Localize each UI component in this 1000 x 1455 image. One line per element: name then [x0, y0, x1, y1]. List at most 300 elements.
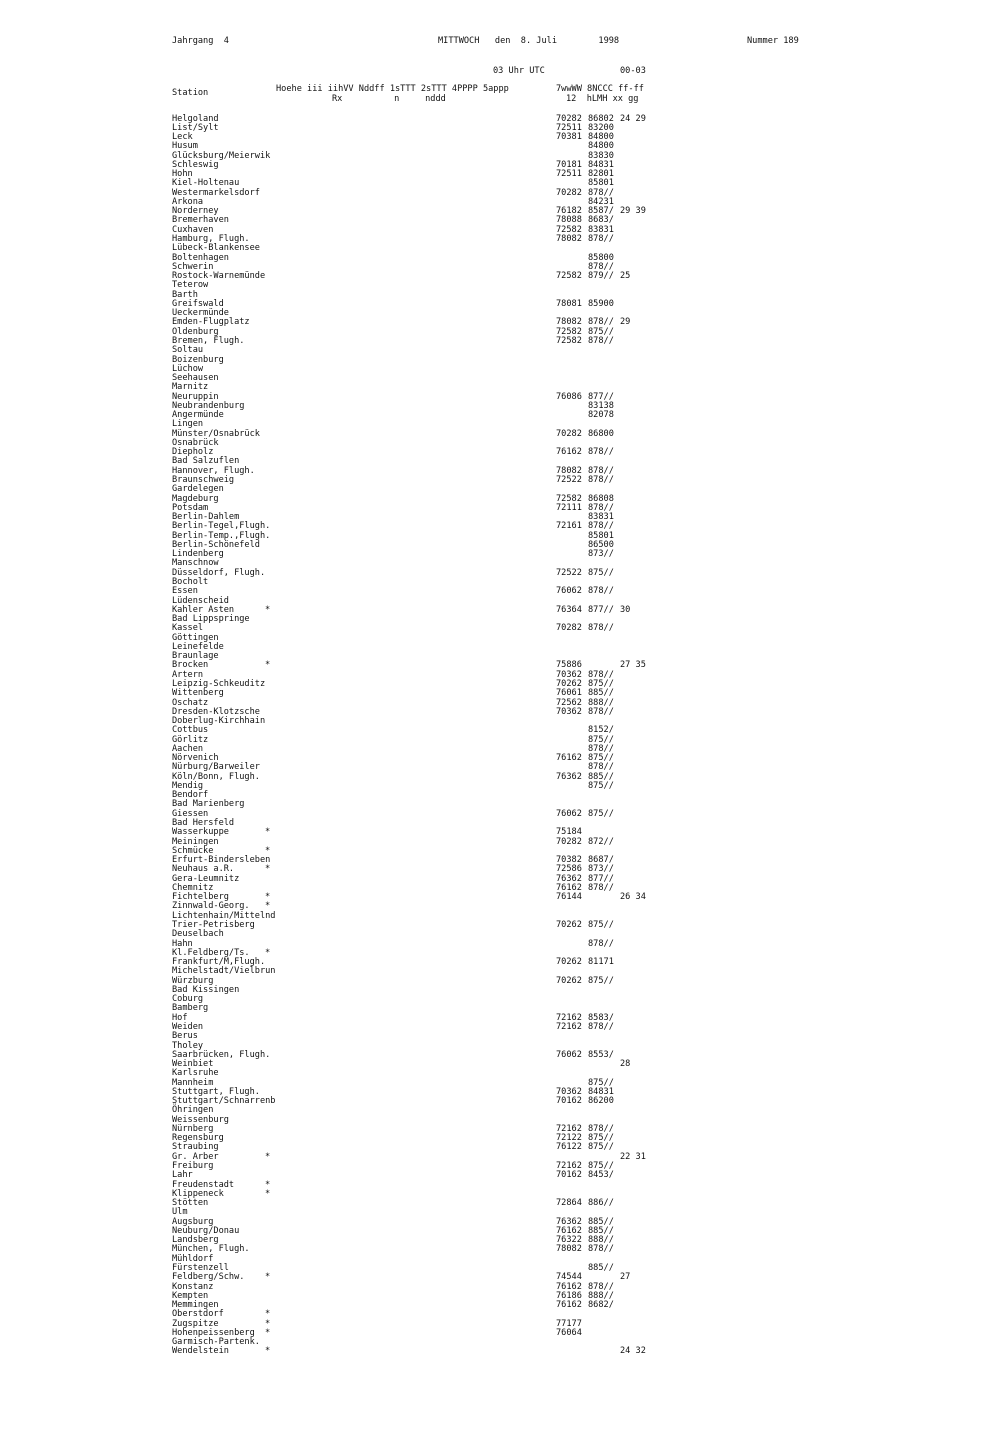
- group-8NCCC: 885//: [588, 1225, 614, 1236]
- station-name: Kassel: [172, 623, 204, 634]
- station-name: Memmingen: [172, 1300, 219, 1311]
- group-7wwWW: 76182: [556, 206, 582, 217]
- station-name: Karlsruhe: [172, 1068, 219, 1079]
- wind-gusts: 24 32: [620, 1346, 646, 1357]
- station-name: Bad Marienberg: [172, 799, 245, 810]
- station-name: Freiburg: [172, 1161, 214, 1171]
- station-name: Deuselbach: [172, 929, 224, 940]
- station-name: Wendelstein: [172, 1346, 229, 1357]
- group-7wwWW: 74544: [556, 1272, 582, 1283]
- group-8NCCC: 878//: [588, 234, 614, 244]
- station-name: Norderney: [172, 206, 219, 217]
- station-name: Bendorf: [172, 790, 209, 801]
- wind-gusts: 24 29: [620, 113, 646, 124]
- group-7wwWW: 78082: [556, 1244, 582, 1255]
- station-name: Oschatz: [172, 697, 209, 708]
- mountain-marker: *: [265, 1272, 271, 1283]
- group-8NCCC: 878//: [588, 521, 614, 532]
- station-name: Fichtelberg: [172, 892, 229, 903]
- group-7wwWW: 76362: [556, 771, 582, 782]
- group-7wwWW: 70262: [556, 919, 582, 930]
- group-8NCCC: 878//: [588, 1244, 614, 1255]
- group-8NCCC: 878//: [588, 1021, 614, 1032]
- station-name: Schmücke: [172, 845, 214, 856]
- wind-gusts: 27: [620, 1272, 631, 1283]
- group-8NCCC: 82078: [588, 410, 614, 421]
- station-name: Straubing: [172, 1142, 219, 1153]
- station-name: Neuruppin: [172, 391, 219, 402]
- station-name: Fürstenzell: [172, 1262, 229, 1273]
- station-name: Öhringen: [172, 1105, 214, 1116]
- group-7wwWW: 72162: [556, 1021, 582, 1032]
- group-8NCCC: 82801: [588, 169, 614, 180]
- group-7wwWW: 70282: [556, 428, 582, 439]
- group-7wwWW: 76362: [556, 873, 582, 884]
- station-name: Mannheim: [172, 1077, 214, 1088]
- group-7wwWW: 75886: [556, 660, 582, 671]
- station-name: Stötten: [172, 1198, 209, 1209]
- station-name: Freudenstadt: [172, 1179, 235, 1190]
- station-name: Lichtenhain/Mittelnd: [172, 910, 276, 921]
- group-7wwWW: 70262: [556, 975, 582, 986]
- station-name: Essen: [172, 586, 198, 597]
- wind-gusts: 22 31: [620, 1151, 646, 1162]
- group-7wwWW: 70282: [556, 836, 582, 847]
- group-8NCCC: 878//: [588, 502, 614, 513]
- station-name: Kahler Asten: [172, 604, 235, 615]
- station-name: Hannover, Flugh.: [172, 465, 255, 476]
- group-7wwWW: 76162: [556, 447, 582, 458]
- group-8NCCC: 879//: [588, 271, 614, 282]
- station-name: Düsseldorf, Flugh.: [172, 567, 266, 578]
- station-name: Oldenburg: [172, 326, 219, 337]
- group-7wwWW: 72161: [556, 521, 582, 532]
- station-name: Brocken: [172, 660, 209, 671]
- group-7wwWW: 70362: [556, 669, 582, 680]
- group-8NCCC: 83831: [588, 224, 614, 235]
- station-name: Garmisch-Partenk.: [172, 1337, 260, 1348]
- group-8NCCC: 875//: [588, 975, 614, 986]
- mountain-marker: *: [265, 892, 271, 903]
- group-7wwWW: 75184: [556, 827, 582, 838]
- group-8NCCC: 878//: [588, 743, 614, 754]
- group-7wwWW: 76364: [556, 604, 582, 615]
- wind-gusts: 25: [620, 271, 631, 282]
- wind-gusts: 29 39: [620, 206, 646, 217]
- station-name: Trier-Petrisberg: [172, 919, 255, 930]
- issue-number: Nummer 189: [747, 36, 799, 46]
- station-name: München, Flugh.: [172, 1244, 250, 1255]
- station-name: Magdeburg: [172, 493, 219, 504]
- station-name: Berlin-Tegel,Flugh.: [172, 521, 271, 532]
- group-7wwWW: 76322: [556, 1235, 582, 1246]
- group-7wwWW: 78081: [556, 298, 582, 309]
- station-name: Wittenberg: [172, 688, 224, 699]
- station-name: Lüchow: [172, 363, 204, 374]
- station-name: Nürburg/Barweiler: [172, 762, 260, 773]
- group-8NCCC: 875//: [588, 326, 614, 337]
- group-8NCCC: 878//: [588, 261, 614, 272]
- jahrgang: Jahrgang 4: [172, 36, 229, 46]
- group-7wwWW: 72582: [556, 224, 582, 235]
- mountain-marker: *: [265, 1188, 271, 1199]
- column-heading-1: Hoehe iii iihVV Nddff 1sTTT 2sTTT 4PPPP 5appp: [276, 84, 509, 94]
- station-name: Berus: [172, 1031, 198, 1042]
- station-name: Husum: [172, 141, 198, 152]
- group-8NCCC: 8553/: [588, 1049, 614, 1060]
- mountain-marker: *: [265, 827, 271, 838]
- mountain-marker: *: [265, 1151, 271, 1162]
- group-8NCCC: 875//: [588, 1142, 614, 1153]
- mountain-marker: *: [265, 1327, 271, 1338]
- group-7wwWW: 76162: [556, 753, 582, 764]
- group-8NCCC: 86200: [588, 1096, 614, 1107]
- group-7wwWW: 70282: [556, 187, 582, 198]
- station-name: Görlitz: [172, 734, 209, 745]
- group-7wwWW: 72582: [556, 271, 582, 282]
- group-7wwWW: 72162: [556, 1123, 582, 1134]
- group-7wwWW: 70362: [556, 706, 582, 717]
- station-heading: Station: [172, 88, 209, 98]
- station-name: Chemnitz: [172, 882, 214, 893]
- mountain-marker: *: [265, 901, 271, 912]
- station-name: Glücksburg/Meierwik: [172, 150, 271, 161]
- station-name: Lahr: [172, 1170, 193, 1181]
- station-name: Boizenburg: [172, 354, 224, 365]
- group-8NCCC: 873//: [588, 864, 614, 875]
- station-name: Doberlug-Kirchhain: [172, 716, 266, 727]
- station-name: Saarbrücken, Flugh.: [172, 1049, 271, 1060]
- wind-gusts: 27 35: [620, 660, 646, 671]
- group-7wwWW: 78082: [556, 465, 582, 476]
- station-name: Bremen, Flugh.: [172, 335, 245, 346]
- station-name: Soltau: [172, 345, 204, 356]
- group-8NCCC: 875//: [588, 919, 614, 930]
- station-name: Erfurt-Bindersleben: [172, 855, 271, 866]
- group-7wwWW: 70181: [556, 159, 582, 170]
- station-name: Arkona: [172, 196, 204, 207]
- station-name: Berlin-Temp.,Flugh.: [172, 530, 271, 541]
- station-name: Bocholt: [172, 577, 209, 587]
- station-name: Bad Salzuflen: [172, 456, 240, 467]
- mountain-marker: *: [265, 845, 271, 856]
- group-7wwWW: 78088: [556, 215, 582, 226]
- station-name: Neubrandenburg: [172, 400, 245, 411]
- group-8NCCC: 872//: [588, 836, 614, 847]
- station-name: Leipzig-Schkeuditz: [172, 678, 266, 689]
- station-name: Bad Hersfeld: [172, 818, 235, 829]
- group-7wwWW: 76186: [556, 1290, 582, 1301]
- station-name: Artern: [172, 669, 204, 680]
- station-name: Hamburg, Flugh.: [172, 234, 250, 244]
- group-7wwWW: 76122: [556, 1142, 582, 1153]
- group-8NCCC: 8583/: [588, 1012, 614, 1023]
- mountain-marker: *: [265, 1179, 271, 1190]
- mountain-marker: *: [265, 864, 271, 875]
- group-8NCCC: 8152/: [588, 725, 614, 736]
- group-8NCCC: 885//: [588, 1216, 614, 1227]
- station-name: Frankfurt/M,Flugh.: [172, 957, 266, 968]
- station-name: Feldberg/Schw.: [172, 1272, 245, 1283]
- station-name: Manschnow: [172, 558, 219, 569]
- group-8NCCC: 875//: [588, 734, 614, 745]
- group-8NCCC: 878//: [588, 317, 614, 328]
- group-8NCCC: 85801: [588, 530, 614, 541]
- station-name: Göttingen: [172, 632, 219, 643]
- station-name: Lindenberg: [172, 549, 224, 560]
- group-7wwWW: 76162: [556, 1281, 582, 1292]
- group-8NCCC: 878//: [588, 1123, 614, 1134]
- group-8NCCC: 84831: [588, 1086, 614, 1097]
- station-name: Neuhaus a.R.: [172, 864, 235, 875]
- date-line: MITTWOCH den 8. Juli 1998: [438, 36, 620, 46]
- group-8NCCC: 878//: [588, 335, 614, 346]
- group-7wwWW: 70162: [556, 1170, 582, 1181]
- group-8NCCC: 8453/: [588, 1170, 614, 1181]
- station-name: Helgoland: [172, 113, 219, 124]
- station-name: Mühldorf: [172, 1253, 214, 1264]
- group-7wwWW: 72522: [556, 567, 582, 578]
- station-name: Bad Lippspringe: [172, 614, 250, 625]
- station-name: Osnabrück: [172, 437, 219, 448]
- station-name: Hohenpeissenberg: [172, 1327, 255, 1338]
- group-8NCCC: 878//: [588, 447, 614, 458]
- group-7wwWW: 70362: [556, 1086, 582, 1097]
- station-name: Leck: [172, 132, 193, 143]
- column-heading-2: Rx n nddd: [332, 94, 446, 104]
- station-name: Zinnwald-Georg.: [172, 901, 250, 912]
- group-7wwWW: 70382: [556, 855, 582, 866]
- group-8NCCC: 875//: [588, 1133, 614, 1144]
- station-name: Kiel-Holtenau: [172, 178, 240, 189]
- right-heading-1: 7wwWW 8NCCC ff-ff: [556, 84, 644, 94]
- group-8NCCC: 878//: [588, 187, 614, 198]
- group-7wwWW: 76064: [556, 1327, 582, 1338]
- group-8NCCC: 877//: [588, 604, 614, 615]
- group-8NCCC: 86802: [588, 113, 614, 124]
- group-8NCCC: 83830: [588, 150, 614, 161]
- wind-gusts: 28: [620, 1059, 631, 1070]
- station-name: Hof: [172, 1012, 188, 1023]
- group-7wwWW: 70262: [556, 957, 582, 968]
- right-heading-2: 12 hLMH xx gg: [566, 94, 639, 104]
- station-name: Würzburg: [172, 975, 214, 986]
- station-name: Gera-Leumnitz: [172, 873, 240, 884]
- group-7wwWW: 72162: [556, 1161, 582, 1171]
- station-name: Weiden: [172, 1021, 204, 1032]
- group-8NCCC: 84231: [588, 196, 614, 207]
- group-7wwWW: 76062: [556, 1049, 582, 1060]
- station-name: Hohn: [172, 169, 193, 180]
- group-8NCCC: 85800: [588, 252, 614, 263]
- group-7wwWW: 76062: [556, 586, 582, 597]
- group-8NCCC: 86500: [588, 539, 614, 550]
- station-name: Seehausen: [172, 373, 219, 384]
- station-name: Ueckermünde: [172, 308, 229, 319]
- station-name: Hahn: [172, 938, 193, 949]
- station-name: Nürnberg: [172, 1123, 214, 1134]
- station-name: Konstanz: [172, 1281, 214, 1292]
- group-7wwWW: 70162: [556, 1096, 582, 1107]
- group-8NCCC: 878//: [588, 586, 614, 597]
- station-name: Ulm: [172, 1207, 188, 1218]
- station-name: Boltenhagen: [172, 252, 229, 263]
- group-7wwWW: 76061: [556, 688, 582, 699]
- station-name: Augsburg: [172, 1216, 214, 1227]
- group-7wwWW: 76162: [556, 882, 582, 893]
- group-8NCCC: 8687/: [588, 855, 614, 866]
- station-name: Michelstadt/Vielbrun: [172, 966, 276, 977]
- group-8NCCC: 885//: [588, 771, 614, 782]
- group-8NCCC: 875//: [588, 678, 614, 689]
- station-name: Schwerin: [172, 261, 214, 272]
- group-8NCCC: 875//: [588, 780, 614, 791]
- group-8NCCC: 84831: [588, 159, 614, 170]
- station-name: Rostock-Warnemünde: [172, 271, 266, 282]
- utc-label: 03 Uhr UTC: [493, 66, 545, 76]
- station-name: Kempten: [172, 1290, 209, 1301]
- group-8NCCC: 878//: [588, 623, 614, 634]
- station-name: Westermarkelsdorf: [172, 187, 260, 198]
- group-8NCCC: 875//: [588, 567, 614, 578]
- group-8NCCC: 84800: [588, 141, 614, 152]
- group-7wwWW: 72562: [556, 697, 582, 708]
- station-name: Lüdenscheid: [172, 595, 229, 606]
- station-name: Teterow: [172, 280, 209, 291]
- group-7wwWW: 76162: [556, 1300, 582, 1311]
- station-name: Meiningen: [172, 836, 219, 847]
- station-name: Potsdam: [172, 502, 209, 513]
- group-7wwWW: 72122: [556, 1133, 582, 1144]
- group-7wwWW: 77177: [556, 1318, 582, 1329]
- wind-gusts: 26 34: [620, 892, 646, 903]
- group-8NCCC: 875//: [588, 1161, 614, 1171]
- group-8NCCC: 83831: [588, 512, 614, 523]
- station-name: Bamberg: [172, 1003, 209, 1014]
- station-name: Emden-Flugplatz: [172, 317, 250, 328]
- group-8NCCC: 878//: [588, 669, 614, 680]
- group-8NCCC: 878//: [588, 1281, 614, 1292]
- group-8NCCC: 886//: [588, 1198, 614, 1209]
- group-7wwWW: 70381: [556, 132, 582, 143]
- group-8NCCC: 888//: [588, 1235, 614, 1246]
- station-name: Cottbus: [172, 725, 209, 736]
- group-8NCCC: 81171: [588, 957, 614, 968]
- group-8NCCC: 85900: [588, 298, 614, 309]
- mountain-marker: *: [265, 1318, 271, 1329]
- station-name: Diepholz: [172, 447, 214, 458]
- group-8NCCC: 875//: [588, 808, 614, 819]
- station-name: List/Sylt: [172, 122, 219, 133]
- mountain-marker: *: [265, 660, 271, 671]
- group-8NCCC: 888//: [588, 697, 614, 708]
- group-8NCCC: 83200: [588, 122, 614, 133]
- station-name: Neuburg/Donau: [172, 1225, 240, 1236]
- group-8NCCC: 878//: [588, 706, 614, 717]
- station-name: Greifswald: [172, 298, 224, 309]
- group-8NCCC: 888//: [588, 1290, 614, 1301]
- group-7wwWW: 76062: [556, 808, 582, 819]
- group-7wwWW: 72586: [556, 864, 582, 875]
- group-7wwWW: 78082: [556, 317, 582, 328]
- group-7wwWW: 76362: [556, 1216, 582, 1227]
- group-8NCCC: 84800: [588, 132, 614, 143]
- station-name: Zugspitze: [172, 1318, 219, 1329]
- group-7wwWW: 72511: [556, 122, 582, 133]
- group-7wwWW: 78082: [556, 234, 582, 244]
- station-name: Berlin-Schönefeld: [172, 539, 260, 550]
- group-8NCCC: 878//: [588, 882, 614, 893]
- station-name: Bad Kissingen: [172, 984, 240, 995]
- station-name: Schleswig: [172, 159, 219, 170]
- group-8NCCC: 86800: [588, 428, 614, 439]
- group-8NCCC: 8587/: [588, 206, 614, 217]
- station-name: Barth: [172, 289, 198, 300]
- group-8NCCC: 873//: [588, 549, 614, 560]
- group-7wwWW: 72582: [556, 335, 582, 346]
- station-name: Lingen: [172, 419, 204, 430]
- group-8NCCC: 83138: [588, 400, 614, 411]
- station-name: Bremerhaven: [172, 215, 229, 226]
- station-name: Münster/Osnabrück: [172, 428, 260, 439]
- group-7wwWW: 72522: [556, 475, 582, 486]
- group-7wwWW: 70262: [556, 678, 582, 689]
- group-8NCCC: 875//: [588, 1077, 614, 1088]
- station-name: Marnitz: [172, 382, 209, 393]
- station-name: Braunschweig: [172, 475, 235, 486]
- station-name: Leinefelde: [172, 641, 224, 652]
- station-name: Dresden-Klotzsche: [172, 706, 260, 717]
- station-name: Köln/Bonn, Flugh.: [172, 771, 260, 782]
- group-8NCCC: 877//: [588, 391, 614, 402]
- group-7wwWW: 76144: [556, 892, 582, 903]
- group-8NCCC: 877//: [588, 873, 614, 884]
- group-8NCCC: 878//: [588, 938, 614, 949]
- station-name: Weissenburg: [172, 1114, 229, 1125]
- group-7wwWW: 72582: [556, 493, 582, 504]
- station-name: Stuttgart, Flugh.: [172, 1086, 260, 1097]
- group-8NCCC: 875//: [588, 753, 614, 764]
- station-name: Klippeneck: [172, 1188, 224, 1199]
- mountain-marker: *: [265, 1309, 271, 1320]
- group-8NCCC: 8682/: [588, 1300, 614, 1311]
- group-7wwWW: 76162: [556, 1225, 582, 1236]
- station-name: Braunlage: [172, 651, 219, 662]
- group-7wwWW: 70282: [556, 113, 582, 124]
- group-8NCCC: 878//: [588, 475, 614, 486]
- group-8NCCC: 885//: [588, 688, 614, 699]
- group-8NCCC: 885//: [588, 1262, 614, 1273]
- group-8NCCC: 8683/: [588, 215, 614, 226]
- group-8NCCC: 85801: [588, 178, 614, 189]
- wind-gusts: 30: [620, 604, 631, 615]
- mountain-marker: *: [265, 947, 271, 958]
- group-8NCCC: 86808: [588, 493, 614, 504]
- station-name: Berlin-Dahlem: [172, 512, 240, 523]
- group-7wwWW: 72162: [556, 1012, 582, 1023]
- station-name: Giessen: [172, 808, 209, 819]
- station-name: Mendig: [172, 780, 204, 791]
- group-8NCCC: 878//: [588, 465, 614, 476]
- station-name: Nörvenich: [172, 753, 219, 764]
- station-name: Regensburg: [172, 1133, 224, 1144]
- station-name: Tholey: [172, 1040, 204, 1051]
- mountain-marker: *: [265, 604, 271, 615]
- group-7wwWW: 72864: [556, 1198, 582, 1209]
- station-name: Oberstdorf: [172, 1309, 224, 1320]
- station-name: Wasserkuppe: [172, 827, 229, 838]
- station-name: Gr. Arber: [172, 1151, 219, 1162]
